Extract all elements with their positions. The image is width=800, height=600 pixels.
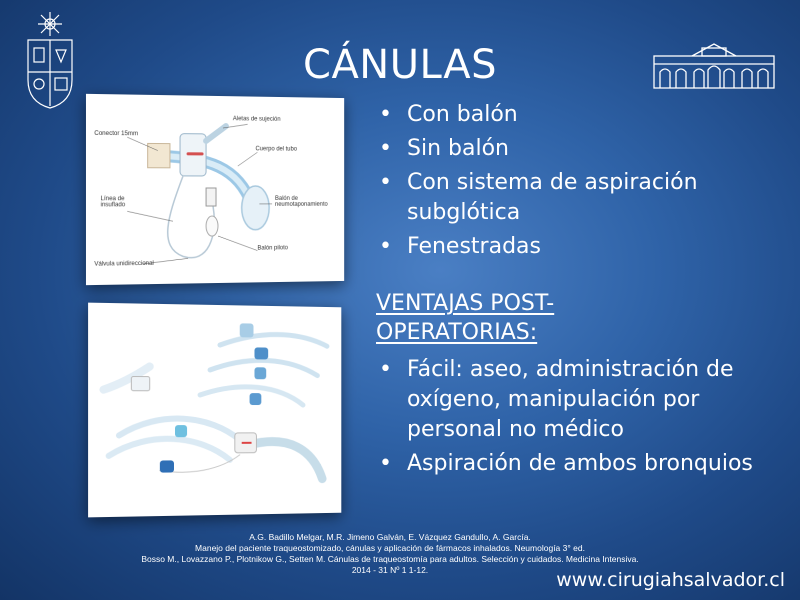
label-balon-piloto: Balón piloto <box>257 245 288 252</box>
label-balon-neumo: Balón de neumotaponamiento <box>274 195 328 208</box>
reference-line: 2014 - 31 Nº 1 1-12. <box>351 565 429 575</box>
cannula-diagram <box>86 94 344 285</box>
list-item: • Aspiración de ambos bronquios <box>375 449 775 479</box>
label-linea: Línea de insuflado <box>100 196 126 209</box>
hospital-building-logo <box>652 42 776 90</box>
slide-title: CÁNULAS <box>303 42 497 88</box>
list-item: • Fenestradas <box>375 232 775 262</box>
label-valvula: Válvula unidireccional <box>94 260 154 268</box>
reference-line: Manejo del paciente traqueostomizado, cánulas y aplicación de fármacos inhalados. Neumología 3° ed. <box>195 543 585 553</box>
list-item: • Sin balón <box>375 134 775 164</box>
list-item: • Fácil: aseo, administración de oxígeno, manipulación por personal no médico <box>375 355 775 445</box>
reference-line: A.G. Badillo Melgar, M.R. Jimeno Galván, E. Vázquez Gandullo, A. García. <box>249 532 531 542</box>
label-cuerpo: Cuerpo del tubo <box>255 146 297 153</box>
label-aletas: Aletas de sujeción <box>232 116 281 123</box>
list-item: • Con sistema de aspiración subglótica <box>375 168 775 228</box>
cannula-types-list <box>375 100 775 266</box>
label-conector: Conector 15mm <box>94 130 139 138</box>
cannula-products-illustration <box>88 303 341 518</box>
advantages-heading: VENTAJAS POST-OPERATORIAS: <box>376 291 555 345</box>
cannula-products-panel <box>88 303 341 518</box>
reference-line: Bosso M., Lovazzano P., Plotnikow G., Setten M. Cánulas de traqueostomía para adultos. Selección y cuidados. Medicina Intensiva. <box>141 554 639 564</box>
cannula-diagram-panel <box>86 94 344 285</box>
list-item: • Con balón <box>375 100 775 130</box>
advantages-list <box>375 355 775 483</box>
website-url: www.cirugiahsalvador.cl <box>556 569 785 591</box>
